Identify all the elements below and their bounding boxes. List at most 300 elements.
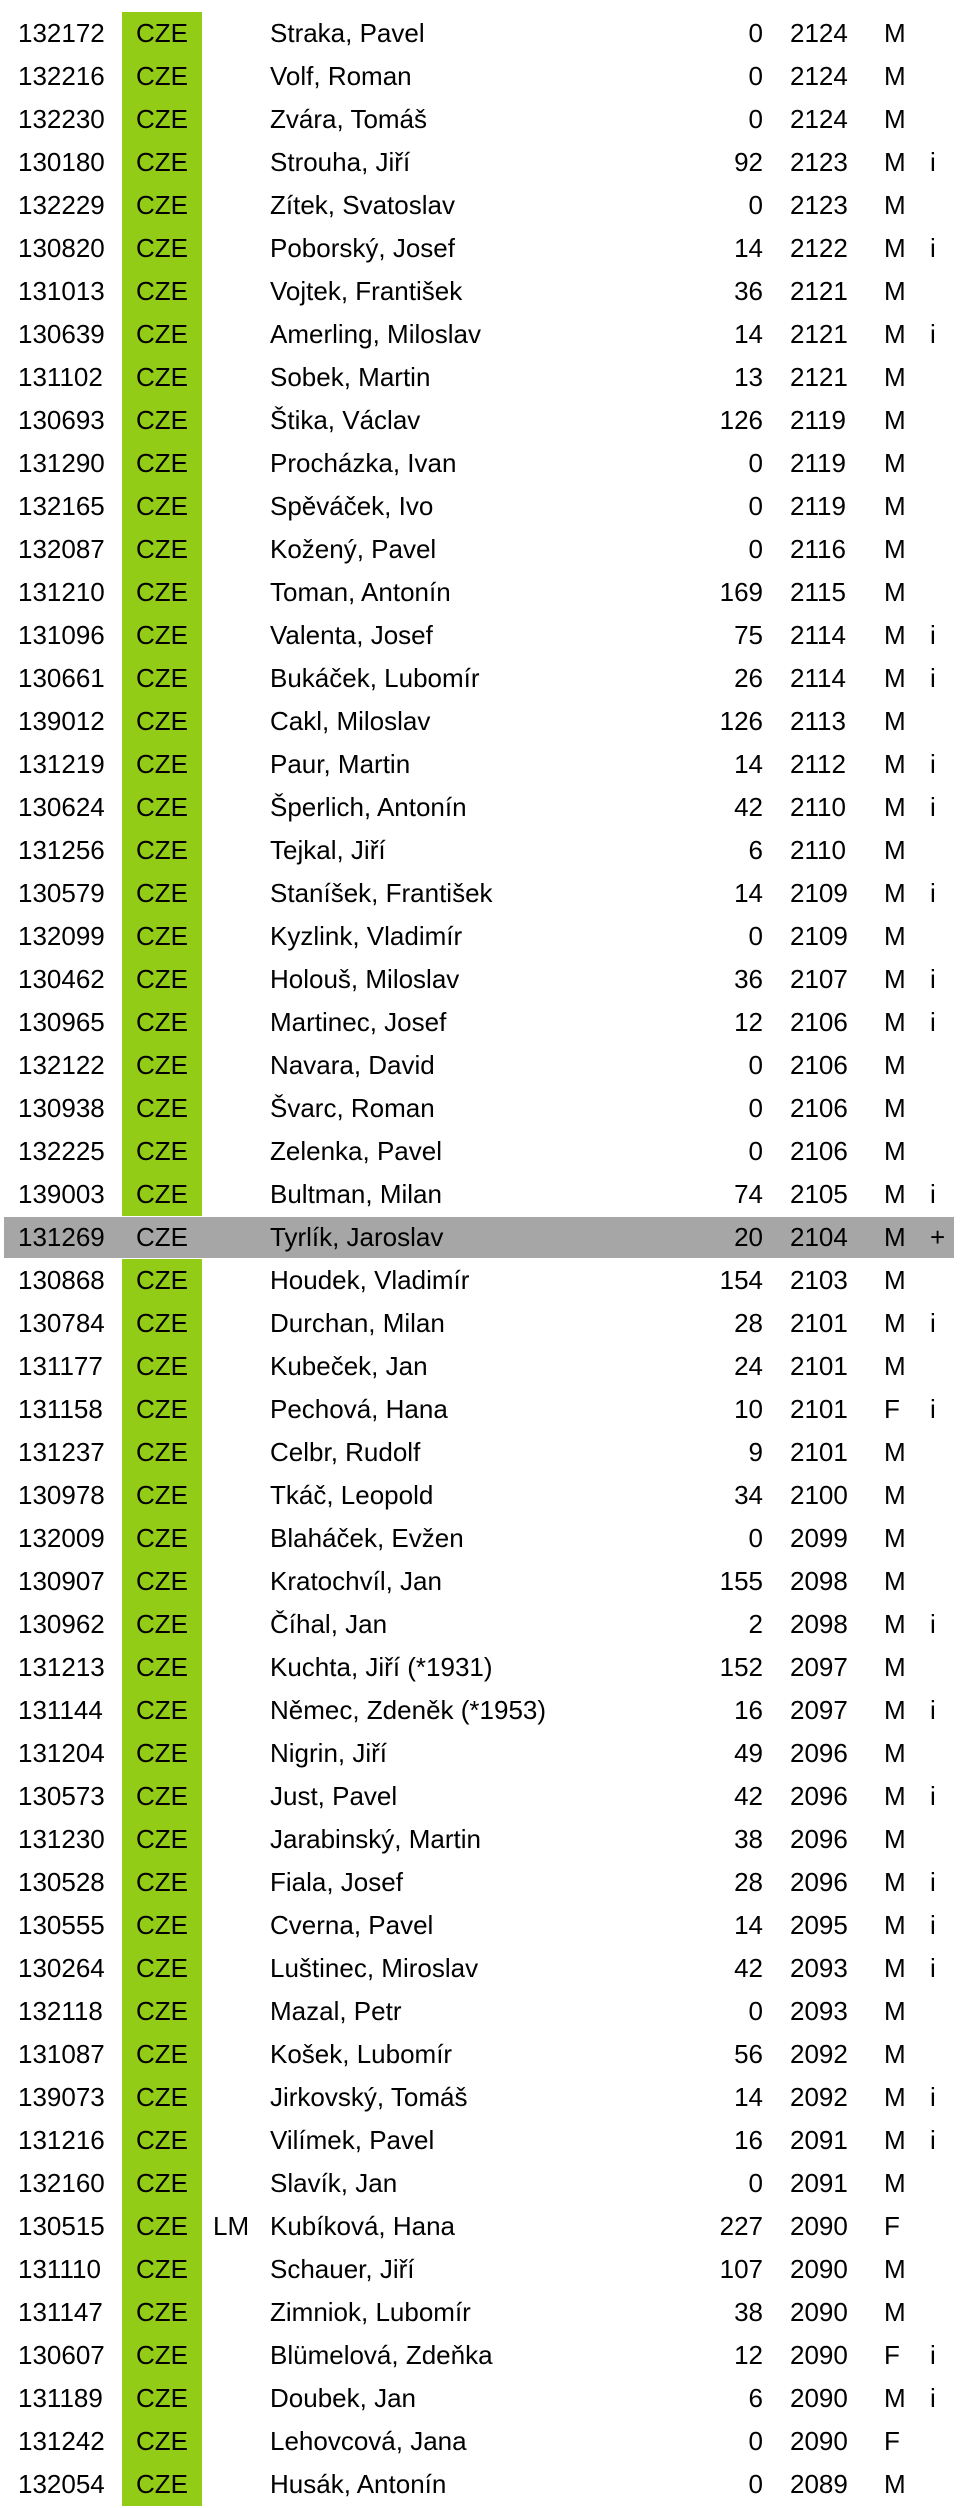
player-name: Celbr, Rudolf	[270, 1437, 421, 1467]
player-rating: 2096	[790, 1781, 848, 1811]
games-played: 14	[734, 1910, 763, 1940]
status-flag: i	[930, 1179, 936, 1209]
games-played: 0	[748, 534, 763, 564]
status-flag: i	[930, 749, 936, 779]
player-name: Švarc, Roman	[270, 1093, 435, 1123]
table-row	[0, 571, 960, 614]
player-name: Bultman, Milan	[270, 1179, 442, 1209]
country-code: CZE	[136, 964, 188, 994]
player-sex: M	[884, 2383, 906, 2413]
country-code: CZE	[136, 1738, 188, 1768]
status-flag: i	[930, 2082, 936, 2112]
player-name: Pechová, Hana	[270, 1394, 448, 1424]
games-played: 92	[734, 147, 763, 177]
player-sex: M	[884, 1652, 906, 1682]
player-name: Holouš, Miloslav	[270, 964, 460, 994]
country-code: CZE	[136, 2211, 188, 2241]
player-rating: 2106	[790, 1050, 848, 1080]
player-sex: M	[884, 319, 906, 349]
country-code: CZE	[136, 276, 188, 306]
country-code: CZE	[136, 1566, 188, 1596]
player-sex: M	[884, 2125, 906, 2155]
player-name: Mazal, Petr	[270, 1996, 402, 2026]
player-id: 130639	[18, 319, 105, 349]
games-played: 169	[719, 577, 763, 607]
player-sex: F	[884, 2426, 900, 2456]
table-row	[0, 1818, 960, 1861]
table-row	[0, 1474, 960, 1517]
country-code: CZE	[136, 1351, 188, 1381]
games-played: 16	[734, 1695, 763, 1725]
games-played: 0	[748, 1136, 763, 1166]
player-id: 131102	[18, 362, 103, 392]
games-played: 42	[734, 792, 763, 822]
player-sex: M	[884, 1609, 906, 1639]
player-id: 132099	[18, 921, 105, 951]
table-row	[0, 786, 960, 829]
country-code: CZE	[136, 1996, 188, 2026]
player-rating: 2109	[790, 878, 848, 908]
player-rating: 2096	[790, 1824, 848, 1854]
table-row	[0, 2162, 960, 2205]
country-code: CZE	[136, 1824, 188, 1854]
player-id: 130579	[18, 878, 105, 908]
player-id: 132009	[18, 1523, 105, 1553]
player-id: 130180	[18, 147, 105, 177]
status-flag: i	[930, 147, 936, 177]
player-sex: M	[884, 491, 906, 521]
player-name: Štika, Václav	[270, 405, 421, 435]
player-sex: M	[884, 1179, 906, 1209]
country-code: CZE	[136, 2383, 188, 2413]
player-name: Straka, Pavel	[270, 18, 425, 48]
player-id: 131013	[18, 276, 105, 306]
player-rating: 2099	[790, 1523, 848, 1553]
status-flag: i	[930, 792, 936, 822]
player-rating: 2101	[790, 1437, 848, 1467]
games-played: 26	[734, 663, 763, 693]
table-row	[0, 1044, 960, 1087]
player-name: Číhal, Jan	[270, 1609, 388, 1639]
player-rating: 2097	[790, 1695, 848, 1725]
games-played: 0	[748, 2168, 763, 2198]
player-sex: M	[884, 2297, 906, 2327]
player-name: Bukáček, Lubomír	[270, 663, 480, 693]
player-sex: M	[884, 362, 906, 392]
player-rating: 2113	[790, 706, 846, 736]
player-id: 132230	[18, 104, 105, 134]
country-code: CZE	[136, 1394, 188, 1424]
player-name: Spěváček, Ivo	[270, 491, 434, 521]
player-sex: M	[884, 1351, 906, 1381]
table-row	[0, 1904, 960, 1947]
country-code: CZE	[136, 2082, 188, 2112]
player-sex: M	[884, 1953, 906, 1983]
table-row	[0, 442, 960, 485]
player-rating: 2101	[790, 1308, 848, 1338]
status-flag: +	[930, 1222, 946, 1252]
player-id: 139003	[18, 1179, 105, 1209]
table-row	[0, 958, 960, 1001]
games-played: 0	[748, 2469, 763, 2499]
player-name: Amerling, Miloslav	[270, 319, 481, 349]
player-id: 132229	[18, 190, 105, 220]
player-id: 131269	[18, 1222, 105, 1252]
games-played: 42	[734, 1781, 763, 1811]
player-sex: M	[884, 18, 906, 48]
games-played: 14	[734, 319, 763, 349]
table-row	[0, 2119, 960, 2162]
player-id: 132172	[18, 18, 105, 48]
player-id: 131242	[18, 2426, 105, 2456]
country-code: CZE	[136, 2340, 188, 2370]
games-played: 227	[719, 2211, 763, 2241]
player-name: Tyrlík, Jaroslav	[270, 1222, 444, 1252]
player-name: Zelenka, Pavel	[270, 1136, 442, 1166]
player-rating: 2123	[790, 147, 848, 177]
table-row	[0, 356, 960, 399]
player-rating: 2097	[790, 1652, 848, 1682]
player-sex: M	[884, 1738, 906, 1768]
table-row	[0, 2420, 960, 2463]
player-sex: M	[884, 2469, 906, 2499]
player-sex: M	[884, 1566, 906, 1596]
player-name: Blaháček, Evžen	[270, 1523, 464, 1553]
games-played: 126	[719, 405, 763, 435]
status-flag: i	[930, 2340, 936, 2370]
country-code: CZE	[136, 1007, 188, 1037]
player-id: 130515	[18, 2211, 105, 2241]
player-sex: M	[884, 2254, 906, 2284]
player-rating: 2121	[790, 362, 848, 392]
table-row	[0, 55, 960, 98]
games-played: 0	[748, 448, 763, 478]
player-rating: 2095	[790, 1910, 848, 1940]
player-name: Zimniok, Lubomír	[270, 2297, 471, 2327]
player-sex: M	[884, 1050, 906, 1080]
player-sex: M	[884, 1824, 906, 1854]
country-code: CZE	[136, 2039, 188, 2069]
country-code: CZE	[136, 2254, 188, 2284]
player-rating: 2119	[790, 448, 846, 478]
table-row	[0, 1517, 960, 1560]
player-sex: M	[884, 1437, 906, 1467]
player-id: 132054	[18, 2469, 105, 2499]
games-played: 0	[748, 1996, 763, 2026]
status-flag: i	[930, 1609, 936, 1639]
player-title: LM	[213, 2211, 250, 2241]
player-sex: M	[884, 1007, 906, 1037]
player-id: 131237	[18, 1437, 105, 1467]
status-flag: i	[930, 2383, 936, 2413]
player-rating: 2112	[790, 749, 846, 779]
player-name: Cakl, Miloslav	[270, 706, 431, 736]
country-code: CZE	[136, 147, 188, 177]
player-sex: M	[884, 190, 906, 220]
player-id: 132165	[18, 491, 105, 521]
table-row	[0, 829, 960, 872]
player-rating: 2090	[790, 2211, 848, 2241]
table-row	[0, 1990, 960, 2033]
country-code: CZE	[136, 2297, 188, 2327]
country-code: CZE	[136, 1222, 188, 1252]
player-id: 131177	[18, 1351, 103, 1381]
table-row	[0, 399, 960, 442]
player-sex: M	[884, 1695, 906, 1725]
player-rating: 2110	[790, 835, 846, 865]
player-name: Luštinec, Miroslav	[270, 1953, 479, 1983]
table-row	[0, 184, 960, 227]
table-row	[0, 2205, 960, 2248]
player-sex: M	[884, 749, 906, 779]
table-row	[0, 1646, 960, 1689]
country-code: CZE	[136, 18, 188, 48]
table-row	[0, 1173, 960, 1216]
player-name: Fiala, Josef	[270, 1867, 403, 1897]
player-rating: 2098	[790, 1566, 848, 1596]
player-id: 132216	[18, 61, 105, 91]
player-sex: M	[884, 2168, 906, 2198]
games-played: 126	[719, 706, 763, 736]
player-rating: 2105	[790, 1179, 848, 1209]
table-row	[0, 657, 960, 700]
games-played: 14	[734, 233, 763, 263]
player-sex: M	[884, 663, 906, 693]
player-name: Zvára, Tomáš	[270, 104, 428, 134]
player-name: Husák, Antonín	[270, 2469, 447, 2499]
games-played: 12	[734, 2340, 763, 2370]
table-row	[0, 2076, 960, 2119]
player-rating: 2101	[790, 1351, 848, 1381]
player-sex: M	[884, 1781, 906, 1811]
country-code: CZE	[136, 1437, 188, 1467]
status-flag: i	[930, 964, 936, 994]
player-id: 139012	[18, 706, 105, 736]
country-code: CZE	[136, 2469, 188, 2499]
player-rating: 2090	[790, 2383, 848, 2413]
player-id: 130661	[18, 663, 105, 693]
games-played: 12	[734, 1007, 763, 1037]
country-code: CZE	[136, 663, 188, 693]
player-sex: M	[884, 1523, 906, 1553]
country-code: CZE	[136, 2168, 188, 2198]
player-name: Jarabinský, Martin	[270, 1824, 481, 1854]
player-rating: 2124	[790, 61, 848, 91]
player-rating: 2104	[790, 1222, 848, 1252]
player-rating: 2091	[790, 2168, 848, 2198]
country-code: CZE	[136, 61, 188, 91]
player-name: Tkáč, Leopold	[270, 1480, 434, 1510]
player-name: Paur, Martin	[270, 749, 411, 779]
player-sex: M	[884, 1996, 906, 2026]
player-sex: M	[884, 620, 906, 650]
player-rating: 2093	[790, 1953, 848, 1983]
player-name: Němec, Zdeněk (*1953)	[270, 1695, 547, 1725]
player-id: 131213	[18, 1652, 105, 1682]
country-code: CZE	[136, 1695, 188, 1725]
player-sex: M	[884, 534, 906, 564]
country-code: CZE	[136, 835, 188, 865]
country-code: CZE	[136, 749, 188, 779]
player-id: 132122	[18, 1050, 105, 1080]
country-code: CZE	[136, 921, 188, 951]
player-name: Kyzlink, Vladimír	[270, 921, 463, 951]
player-sex: M	[884, 1308, 906, 1338]
player-name: Nigrin, Jiří	[270, 1738, 388, 1768]
player-sex: M	[884, 276, 906, 306]
games-played: 49	[734, 1738, 763, 1768]
player-name: Houdek, Vladimír	[270, 1265, 470, 1295]
table-row	[0, 1732, 960, 1775]
player-sex: M	[884, 1222, 906, 1252]
player-rating: 2122	[790, 233, 848, 263]
table-row	[0, 1259, 960, 1302]
status-flag: i	[930, 1867, 936, 1897]
player-id: 130264	[18, 1953, 105, 1983]
games-played: 6	[748, 835, 763, 865]
player-sex: M	[884, 233, 906, 263]
player-name: Navara, David	[270, 1050, 435, 1080]
games-played: 0	[748, 1050, 763, 1080]
games-played: 10	[734, 1394, 763, 1424]
table-row	[0, 98, 960, 141]
player-rating: 2106	[790, 1136, 848, 1166]
player-id: 130868	[18, 1265, 105, 1295]
status-flag: i	[930, 1953, 936, 1983]
games-played: 0	[748, 1093, 763, 1123]
table-row	[0, 1001, 960, 1044]
status-flag: i	[930, 2125, 936, 2155]
player-name: Volf, Roman	[270, 61, 412, 91]
player-sex: F	[884, 2211, 900, 2241]
player-id: 131144	[18, 1695, 103, 1725]
table-row	[0, 743, 960, 786]
player-id: 131147	[18, 2297, 103, 2327]
table-row	[0, 1431, 960, 1474]
table-row	[0, 2248, 960, 2291]
table-row	[0, 1087, 960, 1130]
player-id: 130907	[18, 1566, 105, 1596]
games-played: 74	[734, 1179, 763, 1209]
games-played: 34	[734, 1480, 763, 1510]
player-id: 132160	[18, 2168, 105, 2198]
games-played: 0	[748, 491, 763, 521]
player-sex: M	[884, 577, 906, 607]
player-rating: 2090	[790, 2340, 848, 2370]
player-name: Toman, Antonín	[270, 577, 451, 607]
player-sex: M	[884, 448, 906, 478]
country-code: CZE	[136, 1050, 188, 1080]
country-code: CZE	[136, 534, 188, 564]
player-id: 131256	[18, 835, 105, 865]
country-code: CZE	[136, 1136, 188, 1166]
table-row	[0, 2463, 960, 2506]
table-row	[0, 700, 960, 743]
games-played: 0	[748, 104, 763, 134]
country-code: CZE	[136, 1480, 188, 1510]
player-name: Sobek, Martin	[270, 362, 431, 392]
games-played: 14	[734, 878, 763, 908]
status-flag: i	[930, 1007, 936, 1037]
games-played: 0	[748, 2426, 763, 2456]
player-name: Kubíková, Hana	[270, 2211, 456, 2241]
games-played: 20	[734, 1222, 763, 1252]
games-played: 36	[734, 276, 763, 306]
country-code: CZE	[136, 577, 188, 607]
player-rating: 2098	[790, 1609, 848, 1639]
player-id: 131110	[18, 2254, 101, 2284]
player-name: Vojtek, František	[270, 276, 463, 306]
country-code: CZE	[136, 190, 188, 220]
player-id: 132118	[18, 1996, 103, 2026]
player-sex: M	[884, 1480, 906, 1510]
player-sex: M	[884, 104, 906, 134]
player-sex: M	[884, 964, 906, 994]
player-id: 130555	[18, 1910, 105, 1940]
table-row	[0, 2291, 960, 2334]
status-flag: i	[930, 319, 936, 349]
player-rating: 2090	[790, 2426, 848, 2456]
player-sex: M	[884, 2039, 906, 2069]
player-id: 130573	[18, 1781, 105, 1811]
player-id: 130962	[18, 1609, 105, 1639]
games-played: 2	[748, 1609, 763, 1639]
player-id: 131158	[18, 1394, 103, 1424]
player-id: 131087	[18, 2039, 105, 2069]
player-rating: 2093	[790, 1996, 848, 2026]
country-code: CZE	[136, 491, 188, 521]
player-rating: 2092	[790, 2082, 848, 2112]
player-id: 132225	[18, 1136, 105, 1166]
player-sex: M	[884, 1867, 906, 1897]
country-code: CZE	[136, 2426, 188, 2456]
player-id: 130965	[18, 1007, 105, 1037]
country-code: CZE	[136, 1609, 188, 1639]
country-code: CZE	[136, 104, 188, 134]
table-row-highlighted	[0, 1216, 960, 1259]
player-name: Cverna, Pavel	[270, 1910, 434, 1940]
player-name: Šperlich, Antonín	[270, 792, 467, 822]
country-code: CZE	[136, 1308, 188, 1338]
player-rating: 2096	[790, 1867, 848, 1897]
player-rating: 2100	[790, 1480, 848, 1510]
player-id: 130784	[18, 1308, 105, 1338]
player-name: Košek, Lubomír	[270, 2039, 453, 2069]
country-code: CZE	[136, 1867, 188, 1897]
player-rating: 2106	[790, 1007, 848, 1037]
player-rating: 2114	[790, 663, 846, 693]
games-played: 16	[734, 2125, 763, 2155]
player-id: 131230	[18, 1824, 105, 1854]
table-row	[0, 485, 960, 528]
player-name: Kubeček, Jan	[270, 1351, 428, 1381]
country-code: CZE	[136, 1523, 188, 1553]
player-name: Strouha, Jiří	[270, 147, 411, 177]
player-name: Zítek, Svatoslav	[270, 190, 455, 220]
player-sex: M	[884, 147, 906, 177]
table-row	[0, 2033, 960, 2076]
table-row	[0, 1861, 960, 1904]
player-rating: 2096	[790, 1738, 848, 1768]
player-sex: M	[884, 921, 906, 951]
player-rating: 2121	[790, 276, 848, 306]
player-rating: 2116	[790, 534, 846, 564]
country-code: CZE	[136, 319, 188, 349]
status-flag: i	[930, 1308, 936, 1338]
player-rating: 2091	[790, 2125, 848, 2155]
status-flag: i	[930, 1781, 936, 1811]
player-id: 132087	[18, 534, 105, 564]
